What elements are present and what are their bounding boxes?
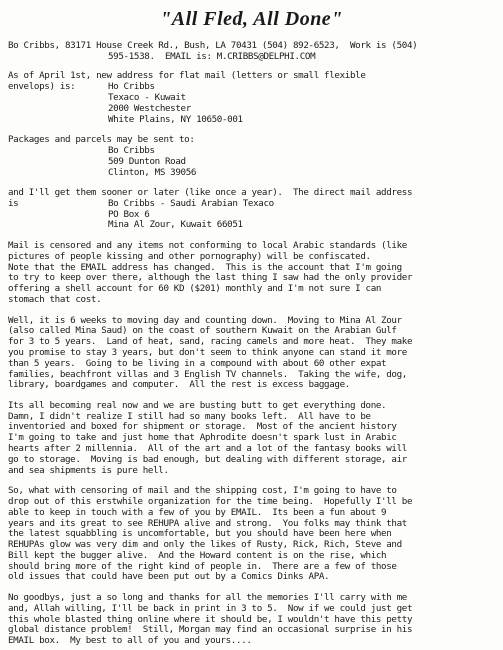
body-line: Damn, I didn't realize I still had so many books left. All have to be bbox=[8, 410, 371, 422]
body-line: I'm going to take and just home that Aphrodite doesn't spark lust in Arabic bbox=[8, 432, 397, 444]
address-line: Bo Cribbs bbox=[108, 144, 155, 156]
contact-line: Bo Cribbs, 83171 House Creek Rd., Bush, LA 70431 (504) 892-6523, Work is (504) bbox=[8, 40, 418, 51]
address-line: Clinton, MS 39056 bbox=[108, 166, 197, 178]
body-line: and sea shipments is pure hell. bbox=[8, 464, 169, 476]
direct-mail-intro: and I'll get them sooner or later (like once a year). The direct mail address bbox=[8, 187, 413, 199]
address-line: Mina Al Zour, Kuwait 66051 bbox=[108, 219, 243, 231]
address-line: White Plains, NY 10650-001 bbox=[108, 113, 243, 125]
body-line: you promise to stay 3 years, but don't seem to think anyone can stand it more bbox=[8, 346, 407, 358]
body-line: this whole blasted thing online where it should be, I wouldn't have this petty bbox=[8, 613, 413, 625]
body-line: Well, it is 6 weeks to moving day and counting down. Moving to Mina Al Zour bbox=[8, 314, 402, 326]
body-line: years and its great to see REHUPA alive and strong. You folks may think that bbox=[8, 517, 407, 529]
body-line: inventoried and boxed for shipment or storage. Most of the ancient history bbox=[8, 421, 397, 433]
flat-mail-intro: As of April 1st, new address for flat mail (letters or small flexible bbox=[8, 70, 366, 82]
address-line: 2000 Westchester bbox=[108, 102, 191, 114]
body-line: than 5 years. Going to be living in a compound with about 60 other expat bbox=[8, 357, 387, 369]
letter-title: "All Fled, All Done" bbox=[160, 8, 343, 30]
body-line: REHUPAs glow was very dim and only the likes of Rusty, Rick, Rich, Steve and bbox=[8, 539, 402, 551]
body-line: So, what with censoring of mail and the shipping cost, I'm going to have to bbox=[8, 485, 397, 497]
packages-intro: Packages and parcels may be sent to: bbox=[8, 134, 195, 146]
body-line: to try to keep over there, although the last thing I saw had the only provider bbox=[8, 272, 413, 284]
body-line: go to storage. Moving is bad enough, but dealing with different storage, air bbox=[8, 453, 407, 465]
body-line: hearts after 2 millennia. All of the art and a lot of the fantasy books will bbox=[8, 443, 407, 455]
body-line: able to keep in touch with a few of you by EMAIL. Its been a fun about 9 bbox=[8, 506, 387, 518]
body-line: stomach that cost. bbox=[8, 293, 102, 305]
body-line: No goodbys, just a so long and thanks for all the memories I'll carry with me bbox=[8, 592, 407, 604]
body-line: should bring more of the right kind of people in. There are a few of those bbox=[8, 560, 397, 572]
body-line: pictures of people kissing and other pornography) will be confiscated. bbox=[8, 250, 371, 262]
contact-line: 595-1538. EMAIL is: M.CRIBBS@DELPHI.COM bbox=[108, 50, 316, 62]
flat-mail-intro: envelops) is: bbox=[8, 81, 76, 93]
address-line: Bo Cribbs - Saudi Arabian Texaco bbox=[108, 197, 274, 209]
address-line: Ho Cribbs bbox=[108, 81, 155, 93]
address-line: Texaco - Kuwait bbox=[108, 91, 186, 103]
body-line: (also called Mina Saud) on the coast of southern Kuwait on the Arabian Gulf bbox=[8, 325, 397, 337]
body-line: and, Allah willing, I'll be back in print in 3 to 5. Now if we could just get bbox=[8, 602, 413, 614]
body-line: offering a shell account for 60 KD ($201) monthly and I'm not sure I can bbox=[8, 283, 382, 295]
body-line: for 3 to 5 years. Land of heat, sand, racing camels and more heat. They make bbox=[8, 336, 413, 348]
body-line: Mail is censored and any items not conforming to local Arabic standards (like bbox=[8, 240, 407, 252]
body-line: EMAIL box. My best to all of you and yours.... bbox=[8, 635, 252, 647]
body-line: the latest squabbling is uncomfortable, but you should have been here when bbox=[8, 528, 392, 540]
body-line: global distance problem! Still, Morgan may find an occasional surprise in his bbox=[8, 624, 413, 636]
address-line: 509 Dunton Road bbox=[108, 155, 186, 167]
body-line: families, beachfront villas and 3 English TV channels. Taking the wife, dog, bbox=[8, 368, 407, 380]
body-line: old issues that could have been put out by a Comics Dinks APA. bbox=[8, 571, 330, 583]
body-line: Note that the EMAIL address has changed. This is the account that I'm going bbox=[8, 261, 402, 273]
body-line: Bill kept the bugger alive. And the Howard content is on the rise, which bbox=[8, 549, 387, 561]
direct-mail-intro: is bbox=[8, 197, 19, 209]
address-line: PO Box 6 bbox=[108, 208, 150, 220]
body-line: drop out of this erstwhile organization for the time being. Hopefully I'll be bbox=[8, 495, 413, 507]
body-line: library, boardgames and computer. All the rest is excess baggage. bbox=[8, 379, 350, 391]
body-line: Its all becoming real now and we are busting butt to get everything done. bbox=[8, 399, 387, 411]
